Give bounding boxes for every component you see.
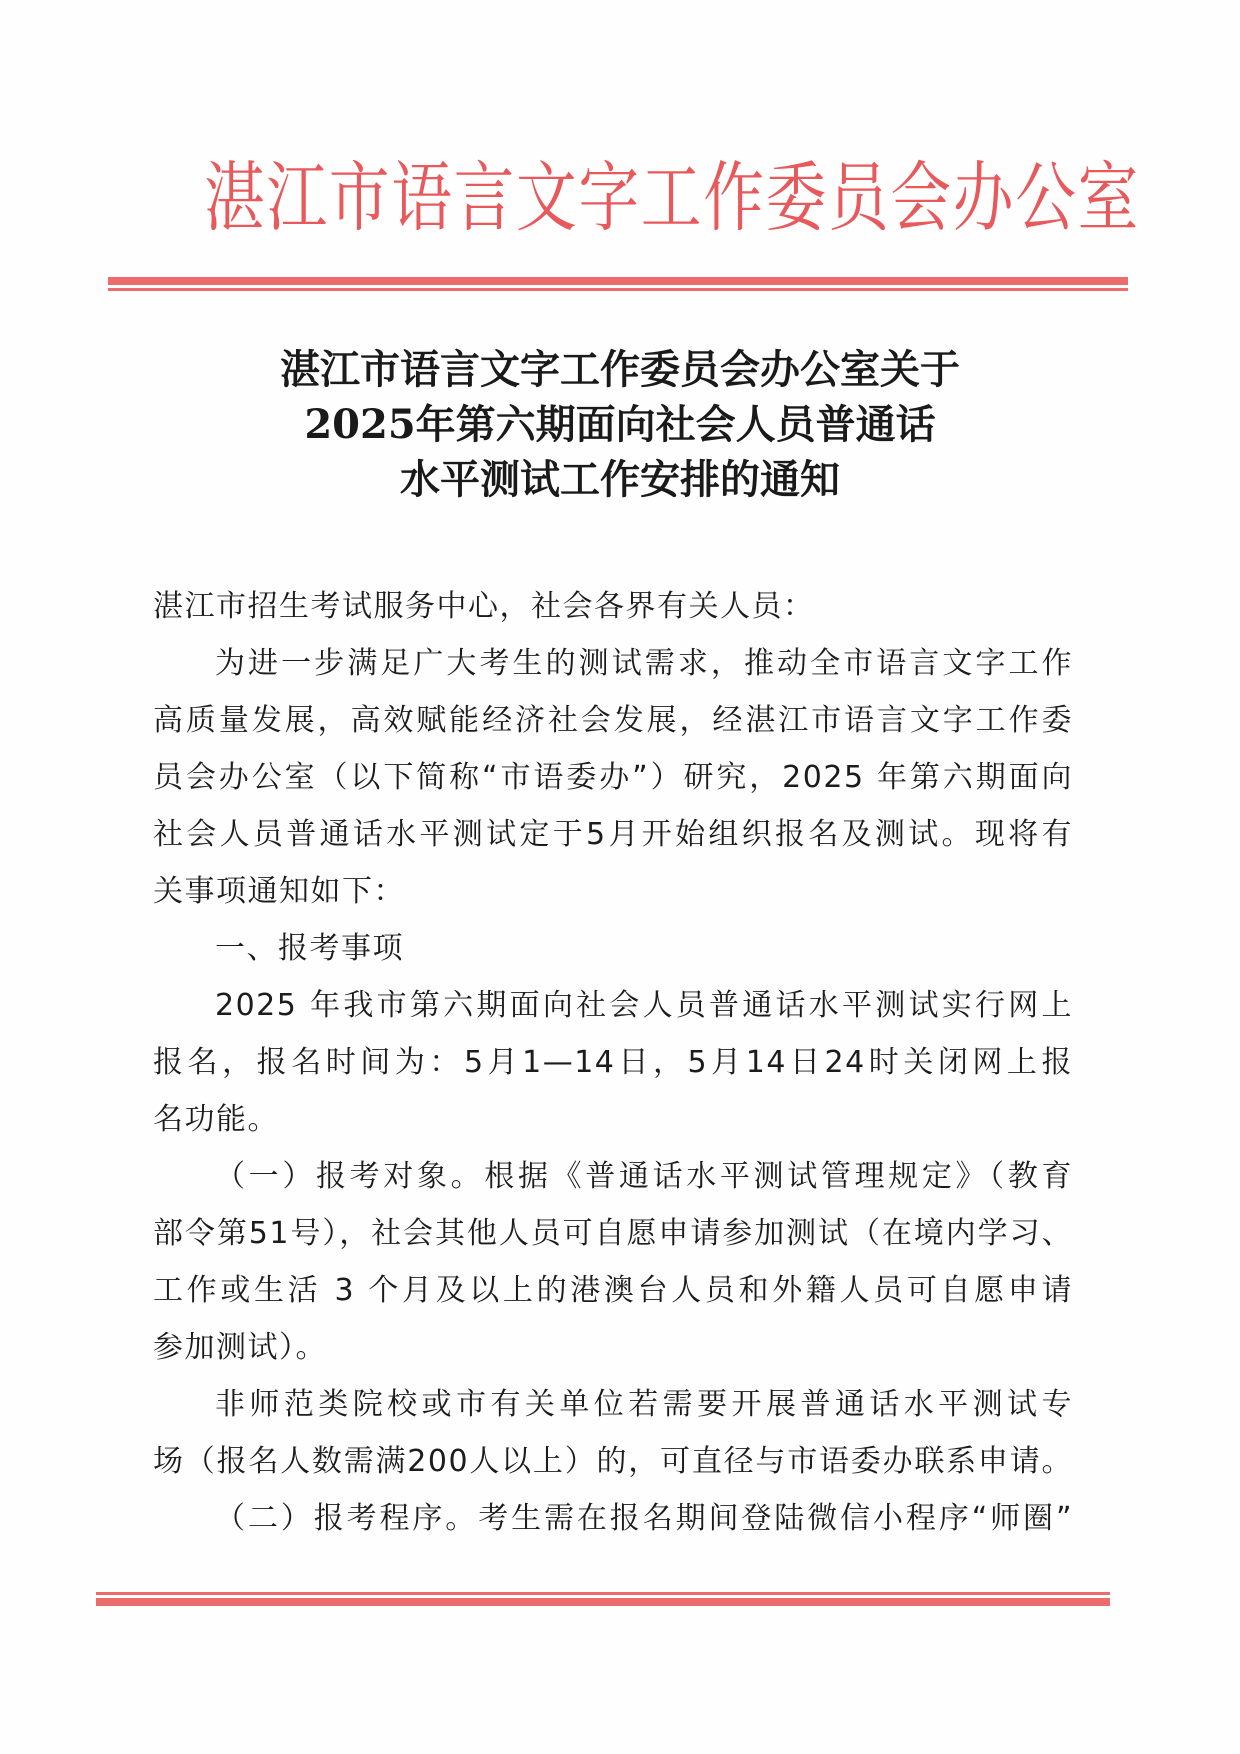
title-line: 湛江市语言文字工作委员会办公室关于 — [280, 346, 960, 393]
sub1-line: 工作或生活 3 个月及以上的港澳台人员和外籍人员可自愿申请 — [153, 1273, 1073, 1308]
sub2-line: （二）报考程序。考生需在报名期间登陆微信小程序“师圈” — [215, 1501, 1073, 1536]
intro-line: 员会办公室（以下简称“市语委办”）研究，2025 年第六期面向 — [153, 760, 1073, 795]
intro-line: 为进一步满足广大考生的测试需求，推动全市语言文字工作 — [215, 646, 1073, 681]
section-heading: 一、报考事项 — [215, 931, 404, 966]
section1-line: 2025 年我市第六期面向社会人员普通话水平测试实行网上 — [215, 988, 1073, 1023]
special-line: 场（报名人数需满200人以上）的，可直径与市语委办联系申请。 — [153, 1444, 1073, 1479]
title-line: 2025年第六期面向社会人员普通话 — [304, 401, 936, 448]
intro-line: 高质量发展，高效赋能经济社会发展，经湛江市语言文字工作委 — [153, 703, 1073, 738]
sub1-line: 参加测试）。 — [153, 1330, 327, 1365]
masthead-thick-rule — [108, 277, 1128, 285]
intro-line: 社会人员普通话水平测试定于5月开始组织报名及测试。现将有 — [153, 817, 1073, 852]
intro-line: 关事项通知如下： — [153, 874, 405, 909]
addressee: 湛江市招生考试服务中心，社会各界有关人员： — [153, 589, 815, 624]
section1-line: 报名，报名时间为：5月1—14日，5月14日24时关闭网上报 — [153, 1045, 1073, 1080]
sub1-line: （一）报考对象。根据《普通话水平测试管理规定》（教育 — [215, 1159, 1073, 1194]
footer-thick-rule — [96, 1598, 1110, 1606]
special-line: 非师范类院校或市有关单位若需要开展普通话水平测试专 — [215, 1387, 1073, 1422]
footer-thin-rule — [96, 1592, 1110, 1595]
document-title — [150, 342, 1090, 507]
title-line: 水平测试工作安排的通知 — [400, 456, 840, 503]
masthead-red-header: 湛江市语言文字工作委员会办公室 — [204, 153, 1140, 242]
masthead-thin-rule — [108, 288, 1128, 291]
section1-line: 名功能。 — [153, 1102, 279, 1137]
sub1-line: 部令第51号），社会其他人员可自愿申请参加测试（在境内学习、 — [153, 1216, 1073, 1251]
document-body — [153, 578, 1073, 1547]
